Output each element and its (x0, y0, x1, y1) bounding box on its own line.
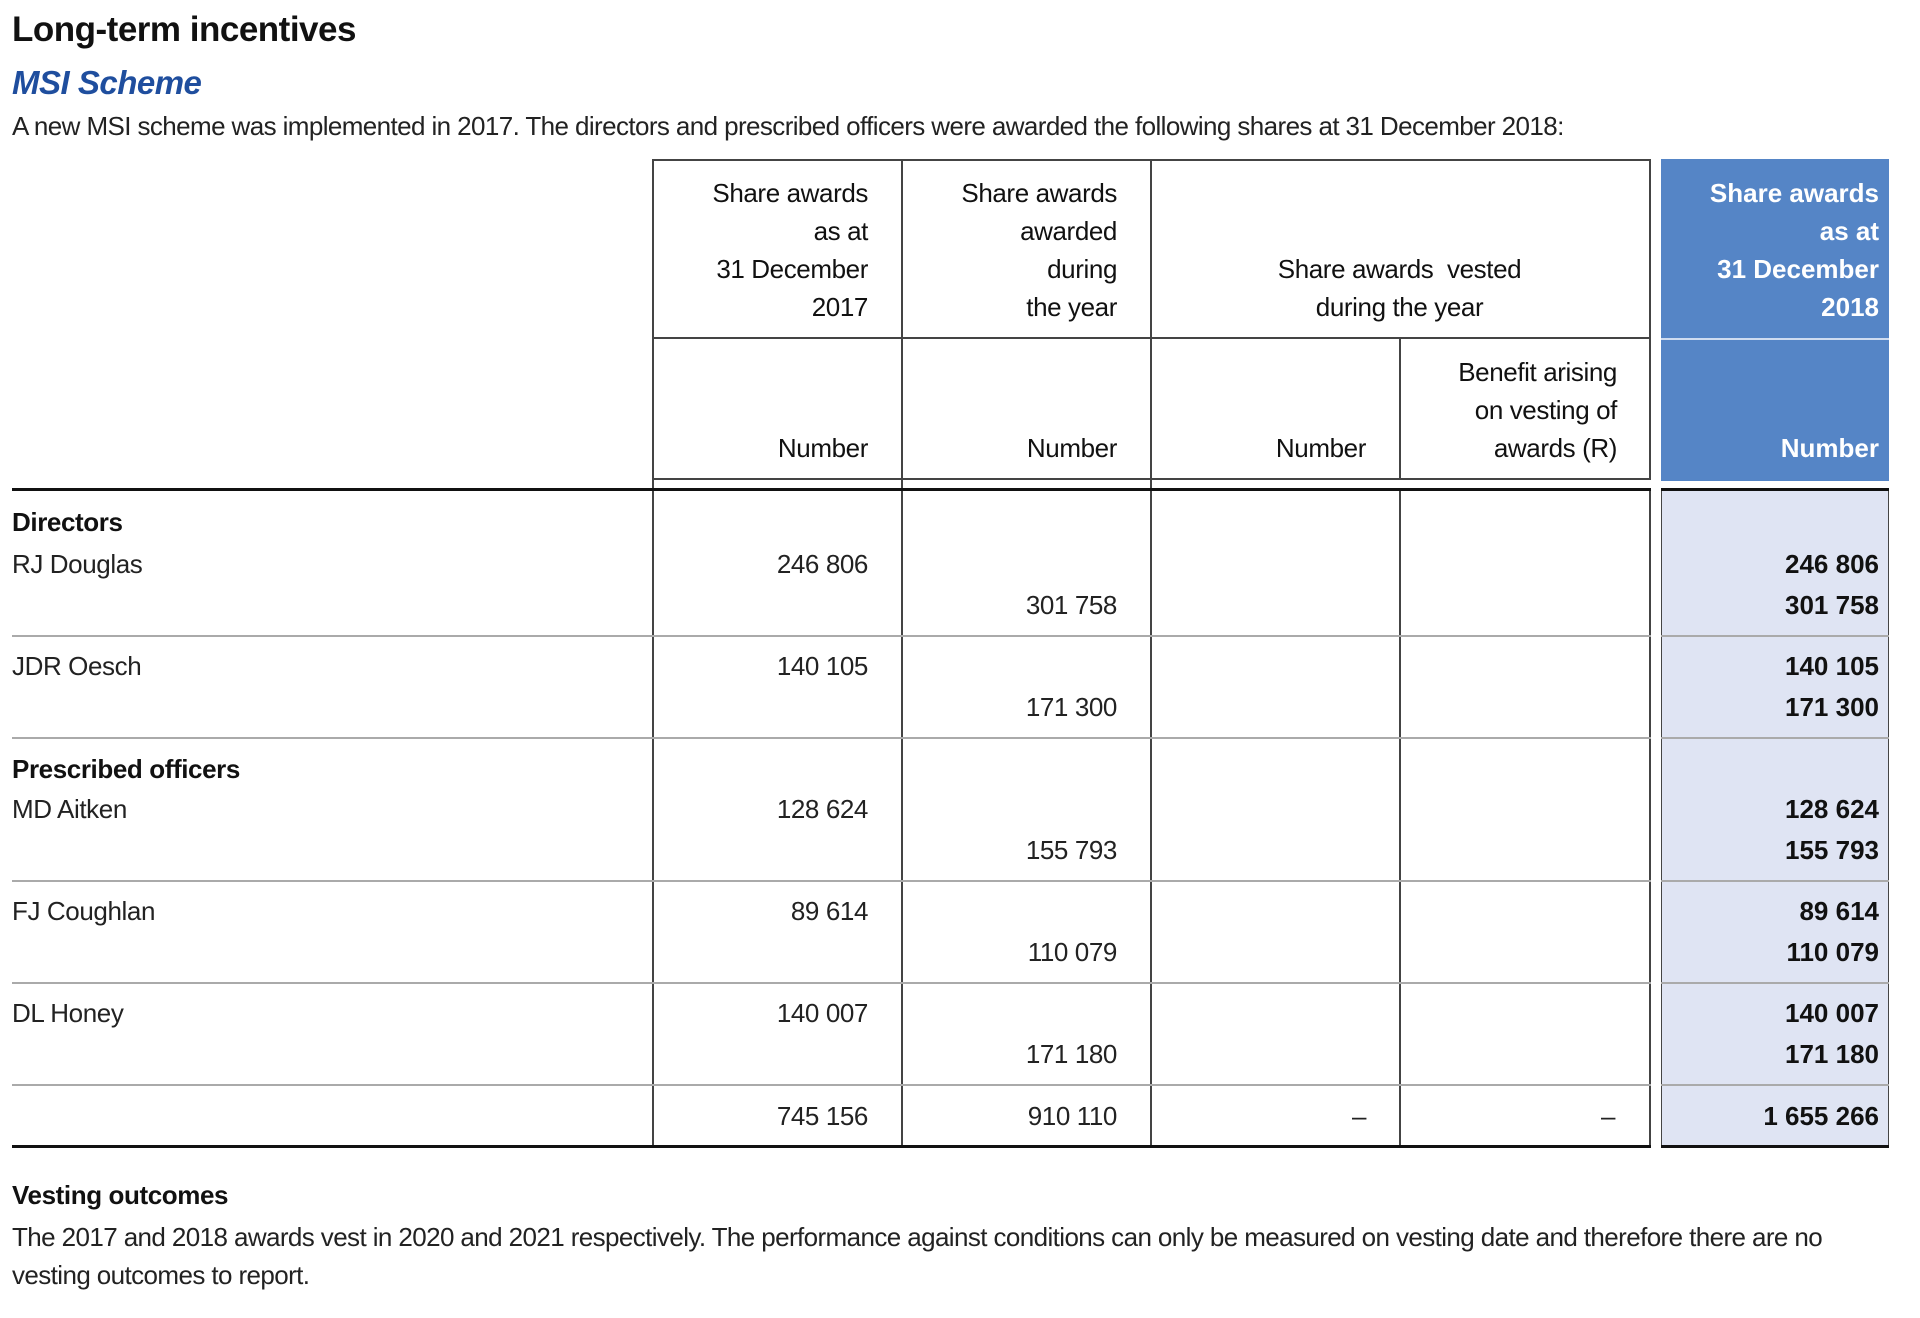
header-line: awarded (1020, 216, 1117, 246)
row-divider (1661, 982, 1889, 984)
header-line: as at (1819, 216, 1879, 246)
awarded-value: 301 758 (1025, 590, 1117, 620)
opening-value: 140 105 (776, 651, 868, 681)
intro-text: A new MSI scheme was implemented in 2017. The directors and prescribed officers were awarded the following shares at 31 December 2018: (12, 111, 1564, 141)
total-awarded: 910 110 (1027, 1101, 1117, 1131)
closing-value: 171 300 (1785, 692, 1879, 722)
header-line: Share awards (1709, 178, 1879, 208)
opening-value: 140 007 (776, 998, 868, 1028)
header-bottom-border (652, 478, 1651, 480)
row-name: DL Honey (12, 998, 124, 1028)
col5-unit: Number (1780, 433, 1879, 463)
row-divider (1661, 880, 1889, 882)
vesting-outcomes-title: Vesting outcomes (12, 1180, 229, 1210)
total-benefit: – (1600, 1101, 1615, 1131)
header-line: on vesting of (1474, 395, 1617, 425)
row-name: MD Aitken (12, 794, 127, 824)
header-rule (1661, 488, 1889, 491)
row-divider (12, 880, 1651, 882)
header-line: Benefit arising (1458, 357, 1617, 387)
col3-group-header (1150, 250, 1649, 326)
closing-value: 128 624 (1785, 794, 1879, 824)
closing-value: 246 806 (1785, 549, 1879, 579)
col-divider (1649, 159, 1651, 479)
bottom-rule (12, 1145, 1651, 1148)
row-name: RJ Douglas (12, 549, 143, 579)
total-opening: 745 156 (776, 1101, 868, 1131)
closing-value: 301 758 (1785, 590, 1879, 620)
awarded-value: 110 079 (1027, 937, 1117, 967)
header-line: 31 December (1717, 254, 1879, 284)
col2-unit: Number (1026, 433, 1117, 463)
total-vested: – (1351, 1101, 1366, 1131)
row-divider (12, 737, 1651, 739)
row-divider (1661, 1084, 1889, 1086)
page-title: Long-term incentives (12, 10, 356, 49)
section-title: MSI Scheme (12, 64, 202, 101)
row-divider (12, 982, 1651, 984)
header-line: during (1047, 254, 1117, 284)
vesting-outcomes-text: The 2017 and 2018 awards vest in 2020 and 2021 respectively. The performance against conditions can only be measured on vesting date and therefore there are no vesting outcomes to report. (12, 1222, 1823, 1290)
bottom-rule (1661, 1145, 1889, 1148)
group-label-prescribed-officers: Prescribed officers (12, 754, 240, 784)
opening-value: 246 806 (776, 549, 868, 579)
col-divider (1649, 490, 1651, 1146)
awarded-value: 171 300 (1025, 692, 1117, 722)
closing-value: 140 007 (1785, 998, 1879, 1028)
awarded-value: 155 793 (1025, 835, 1117, 865)
group-label-directors: Directors (12, 507, 123, 537)
opening-value: 128 624 (776, 794, 868, 824)
row-divider (1661, 635, 1889, 637)
row-name: JDR Oesch (12, 651, 142, 681)
opening-value: 89 614 (790, 896, 868, 926)
awarded-value: 171 180 (1025, 1039, 1117, 1069)
col4-header (1399, 353, 1617, 467)
table-top-border (652, 159, 1651, 161)
col1-header (652, 174, 868, 326)
col-divider (1399, 490, 1401, 1146)
closing-value: 110 079 (1786, 937, 1879, 967)
closing-value: 171 180 (1785, 1039, 1879, 1069)
row-divider (1661, 737, 1889, 739)
header-line: the year (1026, 292, 1117, 322)
header-line: Share awards vested (1277, 254, 1522, 284)
closing-value: 140 105 (1785, 651, 1879, 681)
header-line: 31 December (716, 254, 868, 284)
header-line: 2018 (1821, 292, 1879, 322)
header-line: 2017 (811, 292, 868, 322)
col1-unit: Number (777, 433, 868, 463)
col3-unit: Number (1275, 433, 1366, 463)
closing-value: 89 614 (1799, 896, 1879, 926)
header-line: Share awards (961, 178, 1117, 208)
total-closing: 1 655 266 (1763, 1101, 1879, 1131)
col2-header (901, 174, 1117, 326)
header-line: as at (813, 216, 868, 246)
row-name: FJ Coughlan (12, 896, 156, 926)
row-divider (12, 1084, 1651, 1086)
row-divider (12, 635, 1651, 637)
header-row1-border (652, 337, 1651, 339)
header-line: during the year (1315, 292, 1484, 322)
highlight-header-divider (1661, 338, 1889, 340)
header-line: Share awards (712, 178, 868, 208)
header-line: awards (R) (1493, 433, 1617, 463)
col5-header (1661, 174, 1879, 326)
closing-value: 155 793 (1785, 835, 1879, 865)
header-rule (12, 488, 1651, 491)
